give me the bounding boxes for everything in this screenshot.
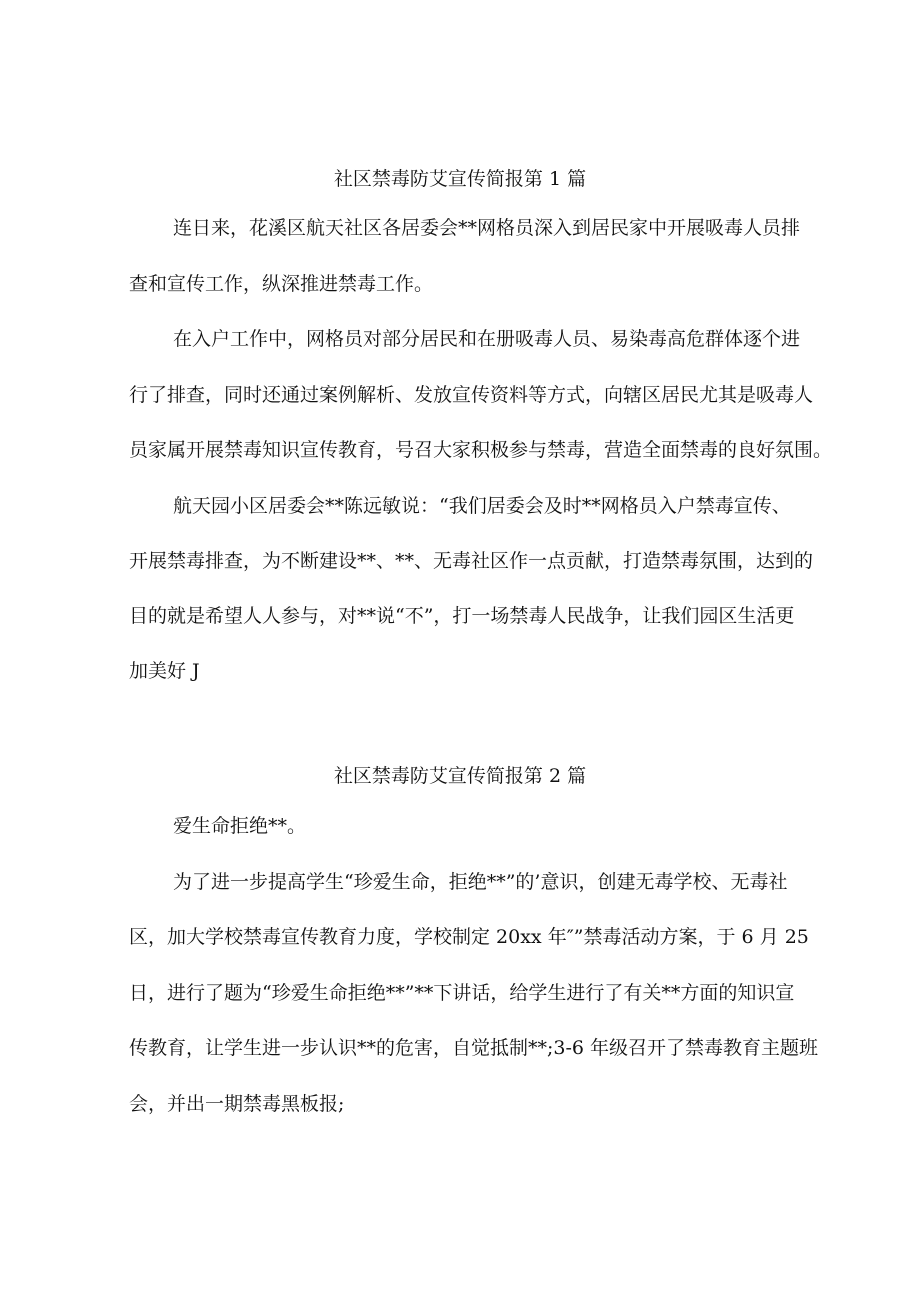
section-1-paragraph-3-line-1: 航天园小区居委会**陈远敏说：“我们居委会及时**网格员入户禁毒宣传、	[173, 495, 791, 517]
section-2-paragraph-2-line-3: 日，进行了题为“珍爱生命拒绝**”**下讲话，给学生进行了有关**方面的知识宣	[129, 982, 795, 1004]
section-1-paragraph-2-line-3: 员家属开展禁毒知识宣传教育，号召大家积极参与禁毒，营造全面禁毒的良好氛围。	[129, 439, 833, 461]
section-1-paragraph-3-line-2: 开展禁毒排查，为不断建设**、**、无毒社区作一点贡献，打造禁毒氛围，达到的	[129, 550, 814, 572]
section-2-paragraph-2-line-4: 传教育，让学生进一步认识**的危害，自觉抵制**;3-6 年级召开了禁毒教育主题班	[129, 1037, 819, 1059]
section-2-paragraph-1-line-1: 爱生命拒绝**。	[173, 815, 307, 837]
section-1-paragraph-1-line-2: 查和宣传工作，纵深推进禁毒工作。	[129, 273, 434, 295]
section-1-paragraph-2-line-2: 行了排查，同时还通过案例解析、发放宣传资料等方式，向辖区居民尤其是吸毒人	[129, 384, 814, 406]
section-1-paragraph-1-line-1: 连日来，花溪区航天社区各居委会**网格员深入到居民家中开展吸毒人员排	[173, 217, 801, 239]
section-1-paragraph-2-line-1: 在入户工作中，网格员对部分居民和在册吸毒人员、易染毒高危群体逐个进	[173, 328, 801, 350]
section-2-title: 社区禁毒防艾宣传简报第 2 篇	[333, 765, 587, 787]
section-2-paragraph-2-line-5: 会，并出一期禁毒黑板报;	[129, 1093, 345, 1115]
section-2-paragraph-2-line-1: 为了进一步提高学生“珍爱生命，拒绝**”的’意识，创建无毒学校、无毒社	[173, 871, 788, 893]
section-1-paragraph-3-line-3: 目的就是希望人人参与，对**说“不”，打一场禁毒人民战争，让我们园区生活更	[129, 605, 795, 627]
section-2-paragraph-2-line-2: 区，加大学校禁毒宣传教育力度，学校制定 20xx 年″”禁毒活动方案，于 6 月 25	[129, 926, 809, 948]
section-1-paragraph-3-line-4: 加美好 J	[129, 660, 200, 682]
section-1-title: 社区禁毒防艾宣传简报第 1 篇	[333, 168, 587, 190]
